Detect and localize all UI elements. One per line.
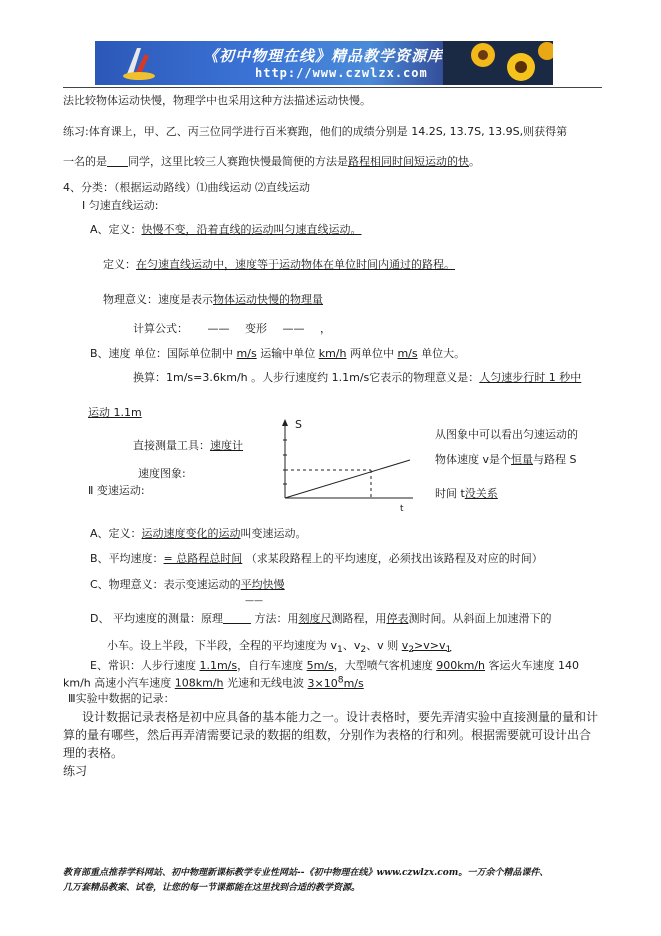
banner-title: 《初中物理在线》精品教学资源库 bbox=[203, 47, 444, 65]
sunflower-icon bbox=[443, 41, 553, 85]
section-heading: 4、分类：（根据运动路线）⑴曲线运动 ⑵直线运动 bbox=[63, 181, 310, 194]
header-divider bbox=[63, 87, 602, 88]
answer-blank bbox=[107, 155, 128, 168]
subsection-heading: Ⅰ 匀速直线运动: bbox=[82, 199, 159, 212]
graph-note-line-3: 时间 t没关系 bbox=[435, 487, 498, 500]
y-axis-arrow bbox=[282, 419, 288, 426]
section-heading-3: Ⅲ实验中数据的记录： bbox=[68, 692, 175, 705]
answer-text: 运动速度变化的运动 bbox=[141, 527, 241, 540]
speed-unit-line: B、速度 单位：国际单位制中 m/s 运输中单位 km/h 两单位中 m/s 单位大。 bbox=[90, 347, 466, 360]
header-banner bbox=[95, 41, 553, 85]
answer-text: 路程相同时间短运动的快 bbox=[347, 155, 469, 168]
answer-text: 没关系 bbox=[464, 487, 498, 500]
exercise-heading: 练习 bbox=[63, 764, 88, 778]
answer-text: 平均快慢 bbox=[240, 578, 285, 591]
answer-text: $v_2>v>v_1$ bbox=[401, 639, 452, 656]
text-line: 法比较物体运动快慢，物理学中也采用这种方法描述运动快慢。 bbox=[63, 94, 371, 107]
definition-line: A、定义：快慢不变，沿着直线的运动叫匀速直线运动。 bbox=[90, 223, 362, 236]
answer-text: 恒量 bbox=[511, 453, 534, 466]
exercise-line: 练习:体育课上，甲、乙、丙三位同学进行百米赛跑，他们的成绩分别是 14.2S, 13.7S, 13.9S,则获得第 bbox=[63, 125, 568, 138]
footer-line-2: 几万套精品教案、试卷，让您的每一节课都能在这里找到合适的教学资源。 bbox=[63, 883, 361, 893]
formula-bar: —— bbox=[245, 596, 263, 606]
graph-y-label: S bbox=[295, 418, 302, 431]
banner-url: http://www.czwlzx.com bbox=[255, 66, 428, 80]
formula-line: 计算公式： —— 变形 —— ， bbox=[133, 322, 331, 335]
answer-text: 快慢不变，沿着直线的运动叫匀速直线运动。 bbox=[141, 223, 362, 236]
conversion-line-2: 运动 1.1m bbox=[88, 406, 142, 419]
graph-x-label: t bbox=[400, 504, 404, 514]
answer-text: 停表 bbox=[386, 612, 409, 625]
average-speed-line: B、平均速度：= 总路程总时间 （求某段路程上的平均速度，必须找出该路程及对应的时间） bbox=[90, 552, 543, 565]
site-logo-icon bbox=[119, 44, 159, 82]
common-sense-line: E、常识：人步行速度 1.1m/s，自行车速度 5m/s，大型喷气客机速度 900km/h 客运火车速度 140 bbox=[90, 659, 580, 672]
s-t-graph bbox=[278, 418, 420, 516]
answer-text: 刻度尺 bbox=[298, 612, 332, 625]
paragraph-line: 理的表格。 bbox=[63, 746, 124, 760]
answer-blank bbox=[223, 612, 251, 625]
answer-text: 物体运动快慢的物理量 bbox=[213, 293, 323, 306]
graph-caption: 速度图象: bbox=[138, 467, 186, 480]
answer-text: 在匀速直线运动中，速度等于运动物体在单位时间内通过的路程。 bbox=[136, 258, 455, 271]
physics-meaning-line: 物理意义：速度是表示物体运动快慢的物理量 bbox=[103, 293, 323, 306]
answer-text: 人匀速步行时 1 秒中 bbox=[479, 371, 582, 384]
definition-line-2: 定义：在匀速直线运动中，速度等于运动物体在单位时间内通过的路程。 bbox=[103, 258, 455, 271]
variable-def-line: A、定义：运动速度变化的运动叫变速运动。 bbox=[90, 527, 307, 540]
physics-meaning-line-2: C、物理意义：表示变速运动的平均快慢 bbox=[90, 578, 285, 591]
paragraph-line: 设计数据记录表格是初中应具备的基本能力之一。设计表格时，要先弄清实验中直接测量的量和计 bbox=[82, 710, 599, 724]
answer-text: 速度计 bbox=[210, 439, 243, 452]
graph-line bbox=[285, 460, 410, 498]
common-sense-line-2: km/h 高速小汽车速度 108km/h 光速和无线电波 $3\times 10^8m/s$ bbox=[63, 674, 364, 690]
subsection-heading-2: Ⅱ 变速运动: bbox=[88, 484, 145, 497]
graph-note-line-2: 物体速度 v是个恒量与路程 S bbox=[435, 453, 577, 466]
footer-line: 教育部重点推荐学科网站、初中物理新课标教学专业性网站--《初中物理在线》www.czwlzx.com。一万余个精品课件、 bbox=[63, 868, 549, 878]
measure-tool-line: 直接测量工具：速度计 bbox=[133, 439, 243, 452]
measurement-line-2: 小车。设上半段，下半段，全程的平均速度为 $v_1$、$v_2$、v 则 $v_2>v>v_1$ bbox=[107, 639, 452, 656]
paragraph-line: 算的量有哪些，然后再弄清需要记录的数据的组数，分别作为表格的行和列。根据需要就可设计出合 bbox=[63, 728, 592, 742]
measurement-line: D、 平均速度的测量：原理 方法：用刻度尺测路程，用停表测时间。从斜面上加速滑下的 bbox=[90, 612, 552, 625]
conversion-line: 换算：1m/s=3.6km/h 。人步行速度约 1.1m/s它表示的物理意义是：人匀速步行时 1 秒中 bbox=[133, 371, 582, 384]
exercise-line-2: 一名的是 同学，这里比较三人赛跑快慢最简便的方法是路程相同时间短运动的快。 bbox=[63, 155, 480, 168]
answer-text: = 总路程总时间 bbox=[163, 552, 243, 565]
graph-note-line: 从图象中可以看出匀速运动的 bbox=[435, 428, 578, 441]
